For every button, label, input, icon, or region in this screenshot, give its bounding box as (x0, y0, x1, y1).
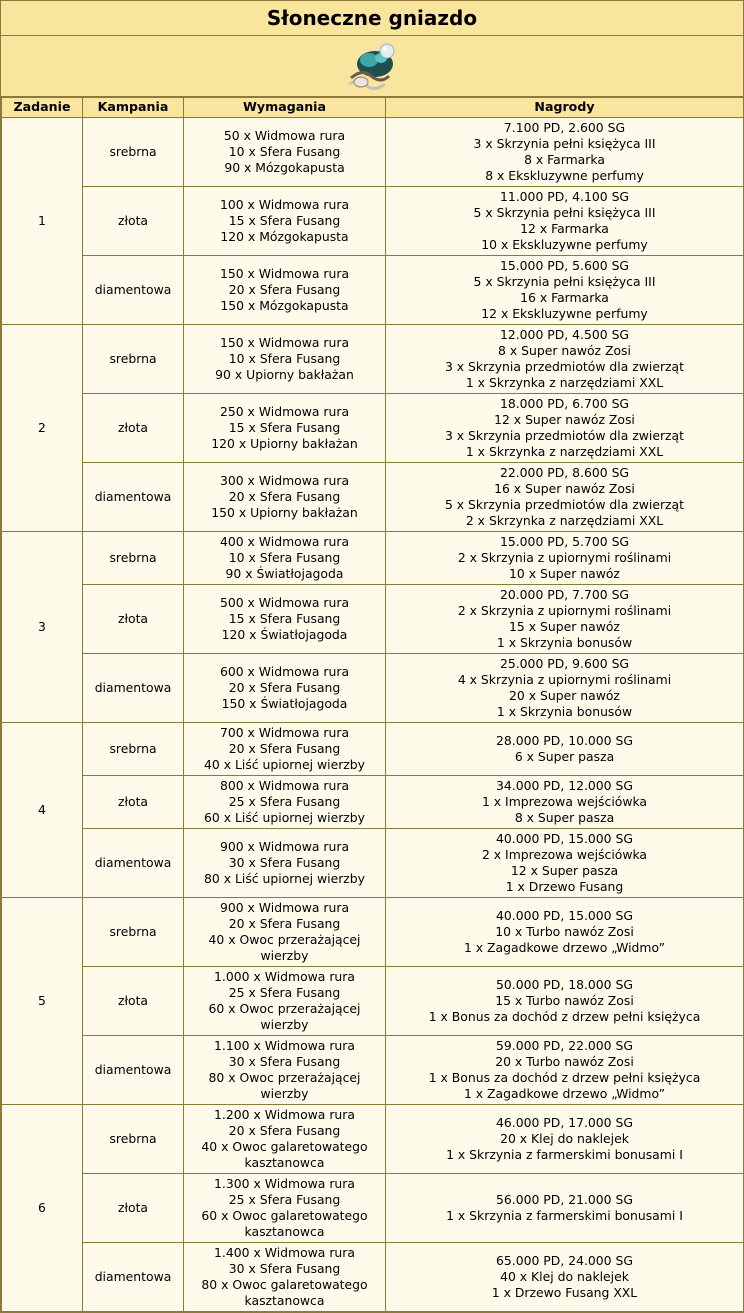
rewards-cell (386, 325, 744, 394)
requirement-line: wierzby (260, 1086, 309, 1102)
requirements-cell (184, 118, 386, 187)
reward-line: 59.000 PD, 22.000 SG (496, 1037, 633, 1053)
requirement-line: 40 x Liść upiornej wierzby (204, 757, 365, 773)
requirement-line: 150 x Widmowa rura (219, 265, 350, 281)
reward-line: 40.000 PD, 15.000 SG (496, 830, 633, 846)
reward-line: 3 x Skrzynia pełni księżyca III (473, 135, 656, 151)
reward-line: 1 x Bonus za dochód z drzew pełni księżyca (428, 1070, 701, 1085)
requirement-line: 600 x Widmowa rura (219, 663, 350, 679)
page-title: Słoneczne gniazdo (1, 1, 743, 36)
requirements-cell (184, 967, 386, 1036)
requirement-line: 150 x Widmowa rura (219, 334, 350, 350)
requirement-line: 90 x Mózgokapusta (224, 160, 345, 176)
rewards-cell (386, 829, 744, 898)
reward-line: 6 x Super pasza (514, 749, 615, 764)
requirement-line: 500 x Widmowa rura (219, 594, 350, 610)
campaign-name: diamentowa (83, 256, 184, 325)
requirement-line: 20 x Sfera Fusang (228, 1122, 341, 1138)
reward-line: 20 x Super nawóz (509, 688, 620, 703)
reward-line: 2 x Imprezowa wejściówka (481, 846, 648, 862)
requirement-line: 100 x Widmowa rura (219, 196, 350, 212)
header-wymagania: Wymagania (184, 98, 386, 118)
reward-line: 50.000 PD, 18.000 SG (496, 976, 633, 992)
task-number: 1 (2, 118, 83, 325)
requirement-line: 1.100 x Widmowa rura (214, 1037, 355, 1053)
reward-line: 2 x Skrzynka z narzędziami XXL (465, 513, 664, 529)
reward-line: 28.000 PD, 10.000 SG (496, 732, 633, 748)
task-number: 6 (2, 1105, 83, 1312)
requirement-line: 700 x Widmowa rura (219, 724, 350, 740)
requirement-line: kasztanowca (244, 1293, 325, 1309)
header-nagrody: Nagrody (386, 98, 744, 118)
requirement-line: 1.000 x Widmowa rura (214, 968, 355, 984)
requirement-line: 1.200 x Widmowa rura (214, 1106, 355, 1122)
reward-line: 2 x Skrzynia z upiornymi roślinami (457, 549, 672, 565)
table-header-row (2, 98, 744, 118)
reward-line: 15 x Turbo nawóz Zosi (495, 992, 634, 1008)
table-body (2, 118, 744, 1312)
requirement-line: wierzby (260, 1017, 309, 1033)
requirements-cell (184, 829, 386, 898)
reward-line: 20 x Klej do naklejek (500, 1130, 629, 1146)
requirement-line: 20 x Sfera Fusang (228, 281, 341, 297)
requirement-line: 40 x Owoc galaretowatego (201, 1139, 368, 1154)
requirement-line: 150 x Upiorny bakłażan (211, 505, 358, 521)
reward-line: 20.000 PD, 7.700 SG (499, 586, 630, 602)
task-number: 2 (2, 325, 83, 532)
reward-line: 8 x Farmarka (524, 152, 605, 167)
requirements-cell (184, 898, 386, 967)
requirement-line: 30 x Sfera Fusang (228, 1053, 341, 1069)
rewards-cell (386, 898, 744, 967)
campaign-name: srebrna (83, 532, 184, 585)
reward-line: 34.000 PD, 12.000 SG (496, 777, 633, 793)
requirement-line: 900 x Widmowa rura (219, 838, 350, 854)
requirement-line: 60 x Owoc galaretowatego (201, 1208, 368, 1223)
reward-line: 1 x Skrzynia z farmerskimi bonusami I (446, 1208, 683, 1223)
rewards-cell (386, 463, 744, 532)
requirements-cell (184, 1036, 386, 1105)
requirement-line: 25 x Sfera Fusang (228, 793, 341, 809)
reward-line: 15 x Super nawóz (509, 619, 620, 634)
reward-line: 12 x Super nawóz Zosi (494, 411, 635, 427)
requirement-line: 30 x Sfera Fusang (228, 1260, 341, 1276)
requirements-cell (184, 1243, 386, 1312)
campaign-name: złota (83, 967, 184, 1036)
requirements-cell (184, 723, 386, 776)
reward-line: 10 x Ekskluzywne perfumy (481, 237, 648, 253)
requirements-cell (184, 325, 386, 394)
requirement-line: 150 x Światłojagoda (221, 696, 348, 712)
campaign-name: srebrna (83, 898, 184, 967)
campaign-name: złota (83, 585, 184, 654)
requirements-cell (184, 585, 386, 654)
campaign-name: diamentowa (83, 1243, 184, 1312)
requirement-line: 20 x Sfera Fusang (228, 740, 341, 756)
table-row (2, 532, 744, 585)
requirement-line: 300 x Widmowa rura (219, 472, 350, 488)
requirement-line: 90 x Światłojagoda (225, 566, 344, 582)
reward-line: 18.000 PD, 6.700 SG (499, 395, 630, 411)
requirement-line: 20 x Sfera Fusang (228, 915, 341, 931)
rewards-cell (386, 776, 744, 829)
requirement-line: 60 x Owoc przerażającej (208, 1001, 361, 1016)
task-number: 5 (2, 898, 83, 1105)
reward-line: 56.000 PD, 21.000 SG (496, 1191, 633, 1207)
reward-line: 1 x Drzewo Fusang (505, 879, 624, 895)
reward-line: 1 x Drzewo Fusang XXL (491, 1285, 638, 1301)
rewards-cell (386, 118, 744, 187)
requirement-line: 80 x Owoc galaretowatego (201, 1277, 368, 1292)
reward-line: 1 x Zagadkowe drzewo „Widmo” (463, 1086, 666, 1102)
campaign-name: diamentowa (83, 1036, 184, 1105)
requirement-line: 15 x Sfera Fusang (228, 610, 341, 626)
rewards-cell (386, 967, 744, 1036)
campaign-name: złota (83, 394, 184, 463)
reward-line: 20 x Turbo nawóz Zosi (495, 1053, 634, 1069)
requirements-cell (184, 776, 386, 829)
table-row (2, 118, 744, 187)
reward-line: 15.000 PD, 5.700 SG (499, 533, 630, 549)
campaign-name: diamentowa (83, 829, 184, 898)
table-row (2, 463, 744, 532)
task-number: 4 (2, 723, 83, 898)
table-row (2, 1036, 744, 1105)
requirement-line: 25 x Sfera Fusang (228, 984, 341, 1000)
requirements-cell (184, 532, 386, 585)
requirement-line: 50 x Widmowa rura (223, 127, 346, 143)
requirement-line: kasztanowca (244, 1224, 325, 1240)
reward-line: 3 x Skrzynia przedmiotów dla zwierząt (444, 359, 685, 374)
requirements-cell (184, 1174, 386, 1243)
table-row (2, 187, 744, 256)
rewards-cell (386, 256, 744, 325)
reward-line: 1 x Skrzynka z narzędziami XXL (465, 375, 664, 391)
reward-line: 12 x Farmarka (520, 221, 609, 236)
table-row (2, 967, 744, 1036)
campaign-name: złota (83, 776, 184, 829)
requirement-line: 15 x Sfera Fusang (228, 419, 341, 435)
table-row (2, 829, 744, 898)
table-row (2, 898, 744, 967)
reward-line: 11.000 PD, 4.100 SG (499, 188, 630, 204)
rewards-cell (386, 1174, 744, 1243)
rewards-table (1, 97, 744, 1312)
reward-line: 5 x Skrzynia pełni księżyca III (473, 273, 656, 289)
requirement-line: 120 x Upiorny bakłażan (211, 436, 358, 452)
requirement-line: 15 x Sfera Fusang (228, 212, 341, 228)
header-kampania: Kampania (83, 98, 184, 118)
requirements-cell (184, 394, 386, 463)
reward-line: 22.000 PD, 8.600 SG (499, 464, 630, 480)
reward-line: 40 x Klej do naklejek (500, 1268, 629, 1284)
reward-line: 12.000 PD, 4.500 SG (499, 326, 630, 342)
table-row (2, 776, 744, 829)
reward-line: 8 x Super nawóz Zosi (498, 342, 631, 358)
requirement-line: 90 x Upiorny bakłażan (215, 367, 354, 383)
requirements-cell (184, 654, 386, 723)
rewards-cell (386, 585, 744, 654)
rewards-cell (386, 723, 744, 776)
reward-line: 8 x Super pasza (514, 810, 615, 826)
campaign-name: diamentowa (83, 463, 184, 532)
header-zadanie: Zadanie (2, 98, 83, 118)
campaign-name: srebrna (83, 118, 184, 187)
table-row (2, 723, 744, 776)
requirement-line: 800 x Widmowa rura (219, 777, 350, 793)
rewards-cell (386, 1243, 744, 1312)
reward-line: 8 x Ekskluzywne perfumy (485, 168, 644, 184)
campaign-name: srebrna (83, 1105, 184, 1174)
campaign-name: diamentowa (83, 654, 184, 723)
rewards-cell (386, 394, 744, 463)
reward-line: 40.000 PD, 15.000 SG (496, 907, 633, 923)
reward-line: 46.000 PD, 17.000 SG (496, 1114, 633, 1130)
requirement-line: 20 x Sfera Fusang (228, 488, 341, 504)
requirement-line: 1.300 x Widmowa rura (214, 1175, 355, 1191)
reward-line: 12 x Super pasza (510, 863, 619, 878)
requirement-line: kasztanowca (244, 1155, 325, 1171)
requirement-line: 1.400 x Widmowa rura (214, 1244, 355, 1260)
campaign-name: srebrna (83, 325, 184, 394)
table-row (2, 1174, 744, 1243)
reward-line: 7.100 PD, 2.600 SG (503, 119, 626, 135)
reward-line: 15.000 PD, 5.600 SG (499, 257, 630, 273)
requirement-line: 80 x Owoc przerażającej (208, 1070, 361, 1085)
requirements-cell (184, 187, 386, 256)
requirement-line: 120 x Mózgokapusta (220, 229, 349, 245)
campaign-name: srebrna (83, 723, 184, 776)
requirements-cell (184, 463, 386, 532)
reward-line: 25.000 PD, 9.600 SG (499, 655, 630, 671)
reward-line: 1 x Imprezowa wejściówka (481, 793, 648, 809)
requirement-line: 10 x Sfera Fusang (228, 143, 341, 159)
table-row (2, 585, 744, 654)
requirement-line: 10 x Sfera Fusang (228, 549, 341, 565)
campaign-name: złota (83, 1174, 184, 1243)
table-row (2, 325, 744, 394)
reward-line: 1 x Skrzynia z farmerskimi bonusami I (446, 1147, 683, 1163)
reward-line: 10 x Super nawóz (509, 566, 620, 582)
requirement-line: 40 x Owoc przerażającej (208, 932, 361, 947)
rewards-cell (386, 187, 744, 256)
reward-line: 1 x Skrzynia bonusów (496, 635, 633, 651)
requirement-line: 900 x Widmowa rura (219, 899, 350, 915)
requirement-line: 250 x Widmowa rura (219, 403, 350, 419)
reward-line: 4 x Skrzynia z upiornymi roślinami (457, 671, 672, 687)
reward-line: 1 x Skrzynia bonusów (496, 704, 633, 720)
requirement-line: 150 x Mózgokapusta (220, 298, 349, 314)
reward-line: 1 x Bonus za dochód z drzew pełni księżyca (428, 1009, 701, 1025)
requirement-line: 80 x Liść upiornej wierzby (204, 871, 365, 887)
task-number: 3 (2, 532, 83, 723)
requirement-line: 25 x Sfera Fusang (228, 1191, 341, 1207)
reward-line: 5 x Skrzynia pełni księżyca III (473, 204, 656, 220)
reward-line: 12 x Ekskluzywne perfumy (481, 306, 648, 322)
rewards-cell (386, 532, 744, 585)
reward-line: 10 x Turbo nawóz Zosi (495, 923, 634, 939)
rewards-cell (386, 1105, 744, 1174)
requirement-line: 120 x Światłojagoda (221, 627, 348, 643)
reward-line: 1 x Skrzynka z narzędziami XXL (465, 444, 664, 460)
reward-line: 5 x Skrzynia przedmiotów dla zwierząt (444, 497, 685, 512)
requirement-line: 400 x Widmowa rura (219, 533, 350, 549)
requirement-line: wierzby (260, 948, 309, 964)
reward-line: 1 x Zagadkowe drzewo „Widmo” (463, 940, 666, 956)
requirement-line: 30 x Sfera Fusang (228, 854, 341, 870)
table-row (2, 1243, 744, 1312)
requirement-line: 10 x Sfera Fusang (228, 350, 341, 366)
table-row (2, 1105, 744, 1174)
banner (1, 36, 743, 97)
table-row (2, 654, 744, 723)
table-row (2, 394, 744, 463)
table-row (2, 256, 744, 325)
reward-line: 65.000 PD, 24.000 SG (496, 1252, 633, 1268)
reward-line: 16 x Farmarka (520, 290, 609, 305)
nest-illustration (341, 38, 401, 94)
reward-line: 16 x Super nawóz Zosi (494, 480, 635, 496)
reward-line: 3 x Skrzynia przedmiotów dla zwierząt (444, 428, 685, 443)
reward-line: 2 x Skrzynia z upiornymi roślinami (457, 602, 672, 618)
requirement-line: 60 x Liść upiornej wierzby (204, 810, 365, 826)
requirements-cell (184, 1105, 386, 1174)
requirements-cell (184, 256, 386, 325)
rewards-cell (386, 1036, 744, 1105)
requirement-line: 20 x Sfera Fusang (228, 679, 341, 695)
rewards-cell (386, 654, 744, 723)
campaign-name: złota (83, 187, 184, 256)
